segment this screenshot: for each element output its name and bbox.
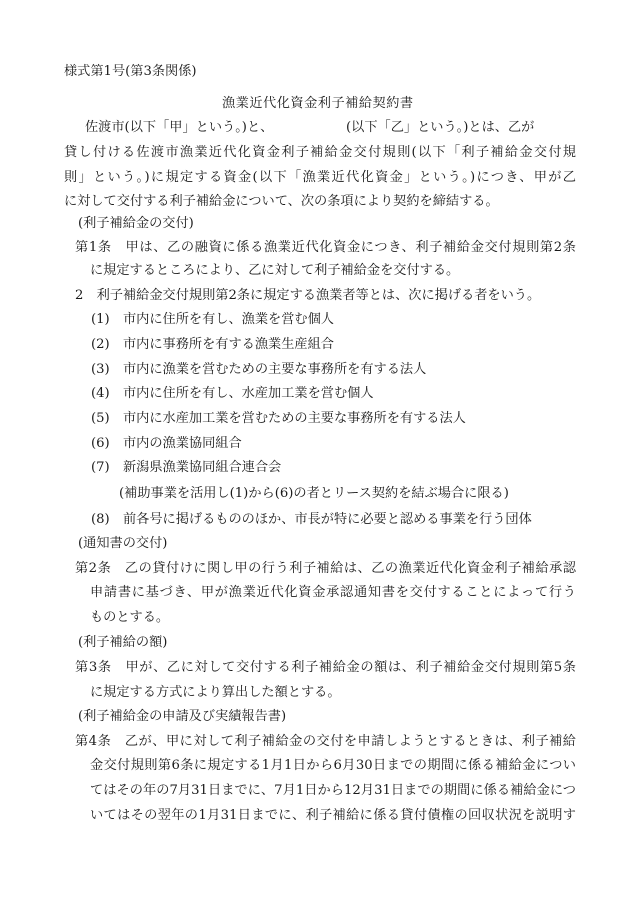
preamble-line-1b: (以下「乙」という。)とは、乙が	[346, 120, 535, 135]
article-1-para-2: 2 利子補給金交付規則第2条に規定する漁業者等とは、次に掲げる者をいう。	[75, 288, 541, 303]
article-2-caption: (通知書の交付)	[78, 536, 168, 551]
item-text: 市内に漁業を営むための主要な事務所を有する法人	[123, 362, 427, 377]
item-text: 市内に住所を有し、水産加工業を営む個人	[123, 386, 374, 401]
preamble-line-1a: 佐渡市(以下「甲」という。)と、	[85, 120, 274, 135]
article-4-line-3: てはその年の7月31日までに、7月1日から12月31日までの期間に係る補給金につ	[90, 783, 576, 798]
item-number: (8)	[91, 512, 110, 527]
form-label: 様式第1号(第3条関係)	[64, 64, 197, 79]
article-1-line-2: に規定するところにより、乙に対して利子補給金を交付する。	[90, 263, 460, 278]
article-4-caption: (利子補給金の申請及び実績報告書)	[78, 709, 287, 724]
item-number: (3)	[91, 362, 110, 377]
preamble-line-4: に対して交付する利子補給金について、次の条項により契約を締結する。	[64, 194, 499, 209]
article-4-line-4: いてはその翌年の1月31日までに、利子補給に係る貸付債権の回収状況を説明す	[90, 808, 576, 823]
item-number: (5)	[91, 411, 110, 426]
item-text: 市内に住所を有し、漁業を営む個人	[123, 312, 334, 327]
item-number: (6)	[91, 436, 110, 451]
article-3-caption: (利子補給の額)	[78, 635, 168, 650]
item-text: 新潟県漁業協同組合連合会	[123, 460, 282, 475]
article-2-line-1: 第2条 乙の貸付けに関し甲の行う利子補給は、乙の漁業近代化資金利子補給承認	[75, 561, 576, 576]
item-number: (7)	[91, 460, 110, 475]
article-1-caption: (利子補給金の交付)	[78, 216, 194, 231]
article-1-line-1: 第1条 甲は、乙の融資に係る漁業近代化資金につき、利子補給金交付規則第2条	[75, 240, 576, 255]
item-text: 市内に水産加工業を営むための主要な事務所を有する法人	[123, 411, 466, 426]
article-4-line-2: 金交付規則第6条に規定する1月1日から6月30日までの期間に係る補給金につい	[90, 758, 576, 773]
article-2-line-2: 申請書に基づき、甲が漁業近代化資金承認通知書を交付することによって行う	[90, 585, 576, 600]
preamble-line-2: 貸し付ける佐渡市漁業近代化資金利子補給金交付規則(以下「利子補給金交付規	[64, 145, 576, 160]
article-4-line-1: 第4条 乙が、甲に対して利子補給金の交付を申請しようとするときは、利子補給	[75, 734, 576, 749]
article-3-line-1: 第3条 甲が、乙に対して交付する利子補給金の額は、利子補給金交付規則第5条	[75, 660, 576, 675]
article-2-line-3: ものとする。	[90, 610, 170, 625]
preamble-line-3: 則」という。)に規定する資金(以下「漁業近代化資金」という。)につき、甲が乙	[64, 170, 576, 185]
document-title: 漁業近代化資金利子補給契約書	[222, 96, 414, 111]
item-number: (2)	[91, 337, 110, 352]
item-7-note: (補助事業を活用し(1)から(6)の者とリース契約を結ぶ場合に限る)	[119, 486, 509, 501]
article-3-line-2: に規定する方式により算出した額とする。	[90, 685, 341, 700]
item-number: (1)	[91, 312, 110, 327]
item-text: 前各号に掲げるもののほか、市長が特に必要と認める事業を行う団体	[123, 512, 532, 527]
item-text: 市内の漁業協同組合	[123, 436, 242, 451]
item-number: (4)	[91, 386, 110, 401]
item-text: 市内に事務所を有する漁業生産組合	[123, 337, 334, 352]
